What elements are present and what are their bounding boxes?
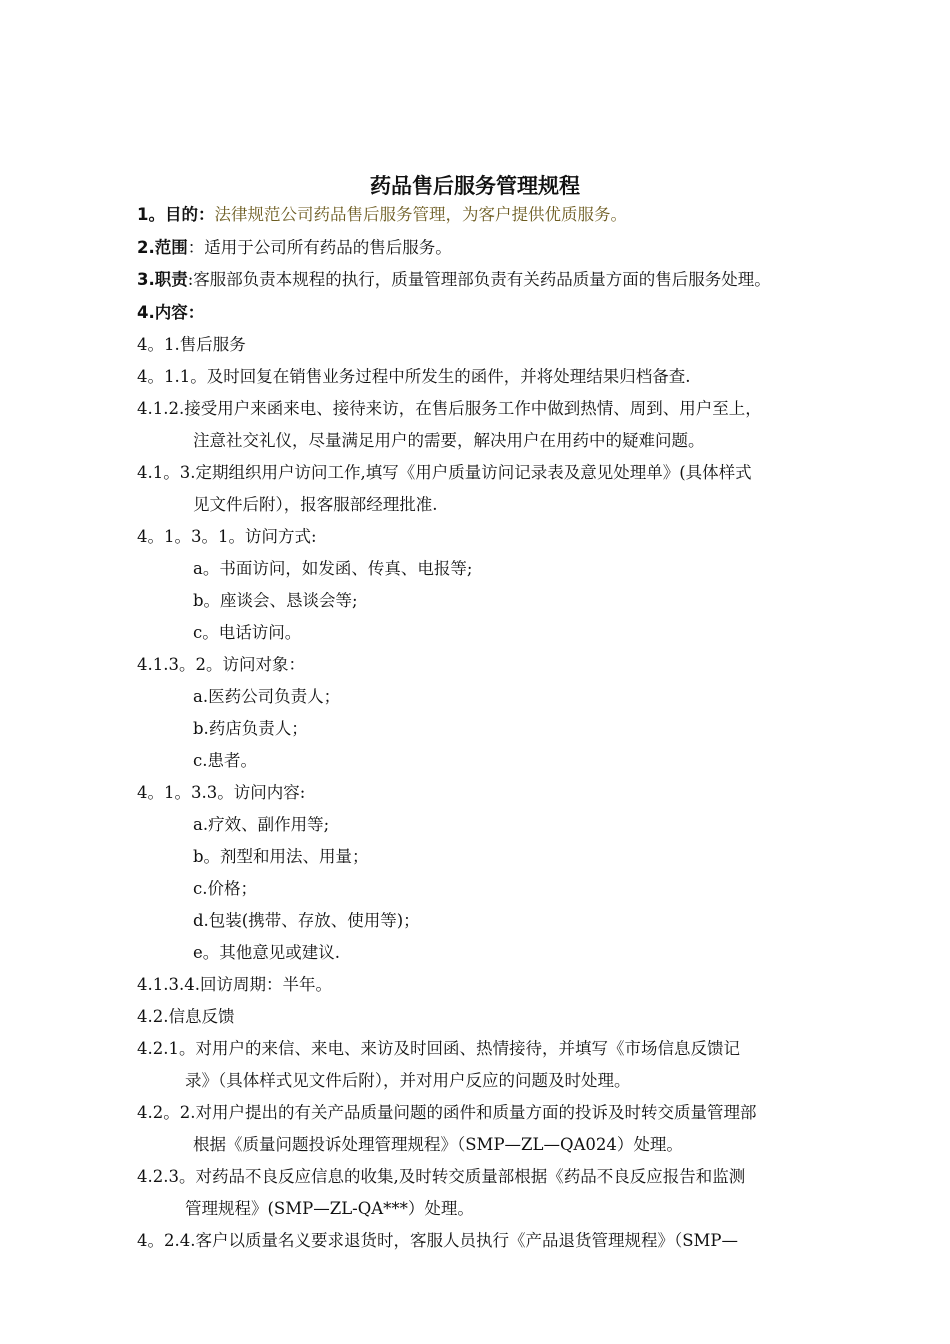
- body-line: 4。1.1。及时回复在销售业务过程中所发生的函件，并将处理结果归档备查.: [137, 367, 691, 386]
- section-text: ：适用于公司所有药品的售后服务。: [187, 238, 452, 257]
- list-item: c.价格；: [193, 879, 257, 898]
- body-line: 4.1。3.定期组织用户访问工作,填写《用户质量访问记录表及意见处理单》(具体样式: [137, 463, 752, 482]
- body-line: 见文件后附），报客服部经理批准.: [193, 495, 438, 514]
- section-content: [137, 301, 204, 325]
- body-line: 管理规程》(SMP—ZL-QA***）处理。: [185, 1199, 474, 1218]
- list-item: e。其他意见或建议.: [193, 943, 341, 962]
- body-line: 注意社交礼仪，尽量满足用户的需要，解决用户在用药中的疑难问题。: [193, 431, 705, 450]
- body-line: 4.1.3.4.回访周期：半年。: [137, 975, 332, 994]
- section-text: 法律规范公司药品售后服务管理，为客户提供优质服务。: [214, 205, 627, 224]
- section-responsibility: [137, 268, 771, 292]
- body-line: 根据《质量问题投诉处理管理规程》（SMP—ZL—QA024）处理。: [193, 1135, 683, 1154]
- section-number: 2.范围: [137, 238, 188, 257]
- section-number: 3.职责: [137, 270, 188, 289]
- body-line: 4.2。2.对用户提出的有关产品质量问题的函件和质量方面的投诉及时转交质量管理部: [137, 1103, 757, 1122]
- list-item: c.患者。: [193, 751, 257, 770]
- body-line: 4.2.信息反馈: [137, 1007, 235, 1026]
- section-number: 1。目的：: [137, 205, 215, 224]
- list-item: b.药店负责人；: [193, 719, 308, 738]
- section-purpose: [137, 203, 627, 227]
- body-line: 4。1.售后服务: [137, 335, 246, 354]
- list-item: a.疗效、副作用等;: [193, 815, 330, 834]
- body-line: 4.2.3。对药品不良反应信息的收集,及时转交质量部根据《药品不良反应报告和监测: [137, 1167, 746, 1186]
- section-text: :客服部负责本规程的执行，质量管理部负责有关药品质量方面的售后服务处理。: [187, 270, 771, 289]
- list-item: d.包装(携带、存放、使用等)；: [193, 911, 420, 930]
- list-item: b。剂型和用法、用量；: [193, 847, 369, 866]
- body-line: 录》（具体样式见文件后附），并对用户反应的问题及时处理。: [185, 1071, 631, 1090]
- list-item: c。电话访问。: [193, 623, 302, 642]
- section-number: 4.内容：: [137, 303, 205, 322]
- body-line: 4.1.3。2。访问对象：: [137, 655, 305, 674]
- list-item: a。书面访问，如发函、传真、电报等;: [193, 559, 473, 578]
- body-line: 4。1。3。1。访问方式:: [137, 527, 317, 546]
- body-line: 4.1.2.接受用户来函来电、接待来访，在售后服务工作中做到热情、周到、用户至上，: [137, 399, 762, 418]
- list-item: a.医药公司负责人；: [193, 687, 341, 706]
- body-line: 4.2.1。对用户的来信、来电、来访及时回函、热情接待，并填写《市场信息反馈记: [137, 1039, 740, 1058]
- list-item: b。座谈会、恳谈会等;: [193, 591, 358, 610]
- document-title: 药品售后服务管理规程: [370, 174, 580, 198]
- body-line: 4。2.4.客户以质量名义要求退货时，客服人员执行《产品退货管理规程》（SMP—: [137, 1231, 739, 1250]
- body-line: 4。1。3.3。访问内容:: [137, 783, 306, 802]
- section-scope: [137, 236, 452, 260]
